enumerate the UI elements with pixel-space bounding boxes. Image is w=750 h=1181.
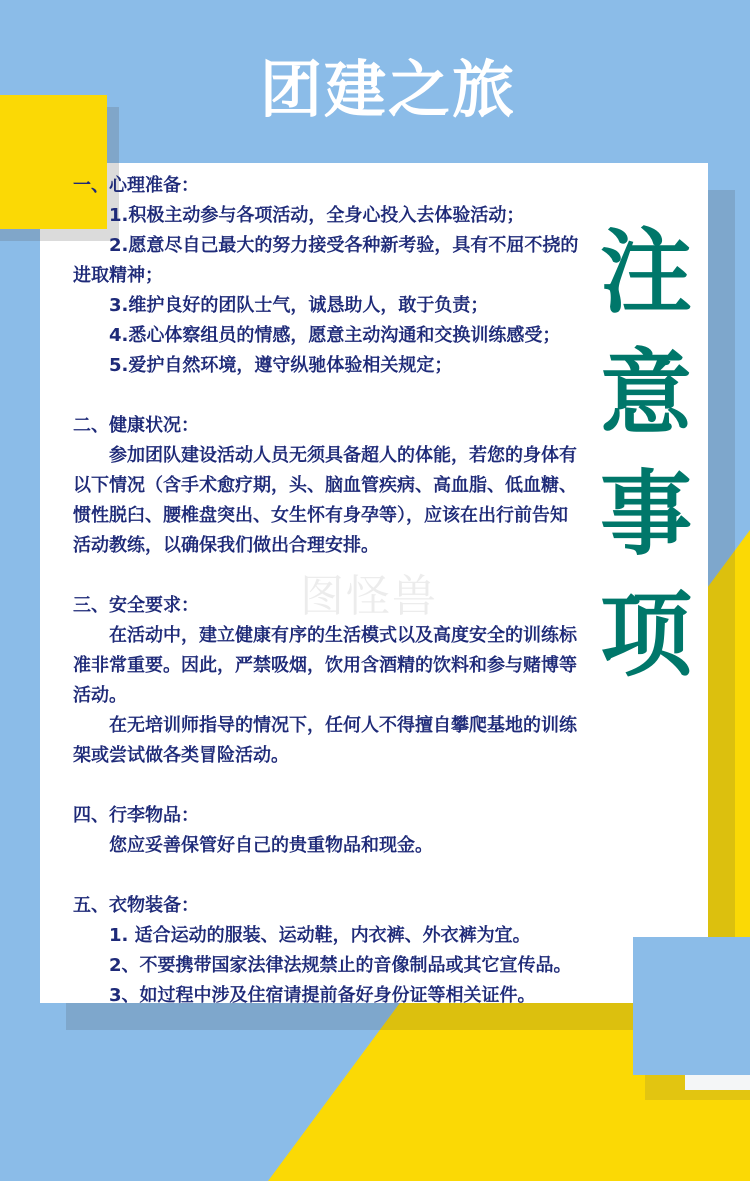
paragraph: 在活动中，建立健康有序的生活模式以及高度安全的训练标准非常重要。因此，严禁吸烟，饮用含酒精的饮料和参与赌博等活动。 — [73, 625, 577, 706]
vertical-title-char: 注 — [599, 218, 692, 326]
paragraph: 2、不要携带国家法律法规禁止的音像制品或其它宣传品。 — [109, 955, 572, 976]
section-heading: 三、安全要求： — [73, 595, 199, 616]
blue-square-decoration — [633, 937, 750, 1075]
vertical-title-char: 事 — [599, 460, 692, 568]
section-heading: 二、健康状况： — [73, 415, 199, 436]
watermark: 图怪兽 — [300, 571, 438, 622]
section-heading: 一、心理准备： — [73, 175, 199, 196]
paragraph: 4.悉心体察组员的情感，愿意主动沟通和交换训练感受； — [109, 325, 561, 346]
notice-content — [73, 171, 579, 1011]
section-heading: 五、衣物装备： — [73, 895, 199, 916]
paragraph: 5.爱护自然环境，遵守纵驰体验相关规定； — [109, 355, 453, 376]
vertical-title-char: 意 — [599, 339, 692, 447]
paragraph: 参加团队建设活动人员无须具备超人的体能，若您的身体有以下情况（含手术愈疗期，头、脑血管疾病、高血脂、低血糖、惯性脱臼、腰椎盘突出、女生怀有身孕等），应该在出行前告知活动教练，以确保我们做出合理安排。 — [73, 445, 577, 556]
paragraph: 您应妥善保管好自己的贵重物品和现金。 — [109, 835, 433, 856]
paragraph: 1.积极主动参与各项活动，全身心投入去体验活动； — [109, 205, 525, 226]
vertical-title-char: 项 — [599, 581, 692, 689]
paragraph: 3.维护良好的团队士气，诚恳助人，敢于负责； — [109, 295, 489, 316]
paragraph: 2.愿意尽自己最大的努力接受各种新考验，具有不屈不挠的进取精神； — [73, 235, 579, 286]
poster-title: 团建之旅 — [259, 53, 516, 126]
paragraph: 1. 适合运动的服装、运动鞋，内衣裤、外衣裤为宜。 — [109, 925, 531, 946]
paragraph: 3、如过程中涉及住宿请提前备好身份证等相关证件。 — [109, 985, 536, 1006]
vertical-title — [596, 212, 696, 696]
section-heading: 四、行李物品： — [73, 805, 199, 826]
paragraph: 在无培训师指导的情况下，任何人不得擅自攀爬基地的训练架或尝试做各类冒险活动。 — [73, 715, 577, 766]
